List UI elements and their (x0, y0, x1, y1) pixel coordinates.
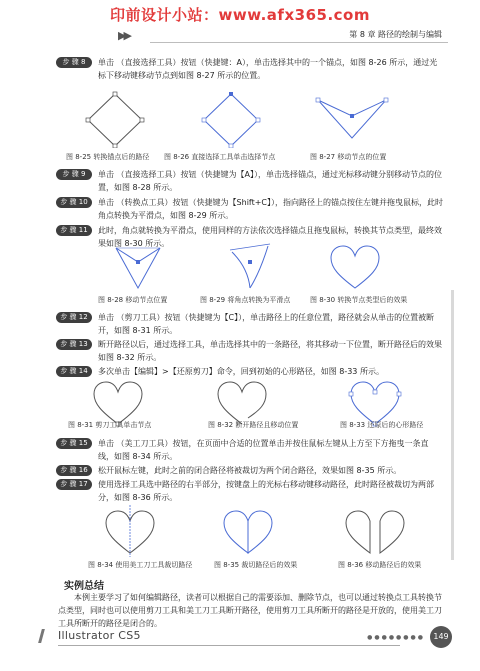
step-15 (58, 437, 444, 463)
step-text: 使用选择工具选中路径的右半部分，按键盘上的光标右移动键移动路径，此时路径被裁切为两部分，如图 8-36 所示。 (98, 480, 434, 502)
step-badge: 步 骤 8 (56, 57, 92, 68)
step-badge: 步 骤 16 (56, 465, 92, 476)
step-12 (58, 311, 444, 337)
step-badge: 步 骤 15 (56, 438, 92, 449)
chapter-title: 第 8 章 路径的绘制与编辑 (349, 30, 442, 39)
header-rule (150, 42, 448, 43)
caption-8-30: 图 8-30 转换节点类型后的效果 (310, 296, 408, 304)
step-badge: 步 骤 17 (56, 479, 92, 490)
step-text: 多次单击【编辑】>【还原剪刀】命令，回到初始的心形路径，如图 8-33 所示。 (98, 367, 384, 376)
step-text: 单击 （转换点工具）按钮（快捷键为【Shift+C】），指向路径上的锚点按住左键并拖曳鼠标，此时角点转换为平滑点，如图 8-29 所示。 (98, 198, 444, 220)
figure-8-26 (196, 88, 266, 148)
step-13 (58, 338, 444, 364)
page-number: 149 (430, 626, 452, 648)
caption-8-26: 图 8-26 直接选择工具单击选择节点 (164, 153, 276, 161)
caption-8-33: 图 8-33 还原后的心形路径 (340, 421, 424, 429)
figure-8-28 (108, 238, 168, 293)
footer-rule (58, 645, 400, 646)
site-watermark: 印前设计小站：www.afx365.com (110, 6, 370, 24)
figure-8-34 (100, 505, 160, 557)
step-9 (58, 168, 444, 194)
caption-8-36: 图 8-36 移动路径后的效果 (338, 561, 422, 569)
page-header (0, 27, 480, 45)
step-badge: 步 骤 10 (56, 197, 92, 208)
step-text: 单击 （直接选择工具）按钮（快捷键：A），单击选择其中的一个锚点，如图 8-26 所示，通过光标下移动键移动节点到如图 8-27 所示的位置。 (98, 58, 438, 80)
step-text: 此时，角点就转换为平滑点，使用同样的方法依次选择锚点且拖曳鼠标，转换其节点类型，最终效果如图 8-30 所示。 (98, 226, 442, 248)
header-arrows-icon: ▶▶ (118, 29, 129, 42)
caption-8-29: 图 8-29 将角点转换为平滑点 (200, 296, 291, 304)
summary-title: 实例总结 (64, 581, 104, 592)
step-text: 松开鼠标左键，此时之前的闭合路径将被裁切为两个闭合路径，效果如图 8-35 所示。 (98, 466, 402, 475)
step-badge: 步 骤 12 (56, 312, 92, 323)
figure-8-36 (340, 505, 410, 557)
figure-8-29 (220, 238, 280, 293)
caption-8-32: 图 8-32 断开路径且移动位置 (208, 421, 299, 429)
footer-slash-icon (38, 629, 57, 643)
caption-8-35: 图 8-35 裁切路径后的效果 (214, 561, 298, 569)
step-badge: 步 骤 13 (56, 339, 92, 350)
step-text: 断开路径以后，通过选择工具，单击选择其中的一条路径，将其移动一下位置，断开路径后的效果如图 8-32 所示。 (98, 340, 442, 362)
step-10 (58, 196, 444, 222)
step-text: 单击 （美工刀工具）按钮，在页面中合适的位置单击并按住鼠标左键从上方至下方拖曳一条直线，如图 8-34 所示。 (98, 439, 429, 461)
step-8 (58, 56, 444, 82)
step-text: 单击 （剪刀工具）按钮（快捷键为【C】），单击路径上的任意位置，路径就会从单击的位置被断开，如图 8-31 所示。 (98, 313, 435, 335)
figure-8-30 (325, 240, 385, 292)
summary-text: 本例主要学习了如何编辑路径，读者可以根据自己的需要添加、删除节点，也可以通过转换点工具转换节点类型，同时也可以使用剪刀工具和美工刀工具断开路径，使用剪刀工具所断开的路径是开放的，使用美工刀工具所断开的路径是闭合的。 (58, 593, 442, 628)
caption-8-25: 图 8-25 转换锚点后的路径 (66, 153, 150, 161)
step-badge: 步 骤 9 (56, 169, 92, 180)
footer-dots-icon: ●●●●●●●● (367, 634, 425, 641)
figure-8-27 (312, 92, 392, 142)
margin-bar (451, 290, 454, 560)
step-text: 单击 （直接选择工具）按钮（快捷键为【A】），单击选择锚点，通过光标移动键分别移动节点的位置，如图 8-28 所示。 (98, 170, 443, 192)
caption-8-28: 图 8-28 移动节点位置 (98, 296, 168, 304)
figure-8-25 (80, 88, 150, 148)
caption-8-31: 图 8-31 剪刀工具单击节点 (68, 421, 152, 429)
step-badge: 步 骤 14 (56, 366, 92, 377)
figure-8-35 (218, 505, 278, 557)
caption-8-27: 图 8-27 移动节点的位置 (310, 153, 387, 161)
step-16 (58, 464, 444, 477)
page-footer (0, 625, 480, 655)
step-17 (58, 478, 444, 504)
step-badge: 步 骤 11 (56, 225, 92, 236)
caption-8-34: 图 8-34 使用美工刀工具裁切路径 (88, 561, 193, 569)
footer-product: Illustrator CS5 (58, 629, 141, 642)
